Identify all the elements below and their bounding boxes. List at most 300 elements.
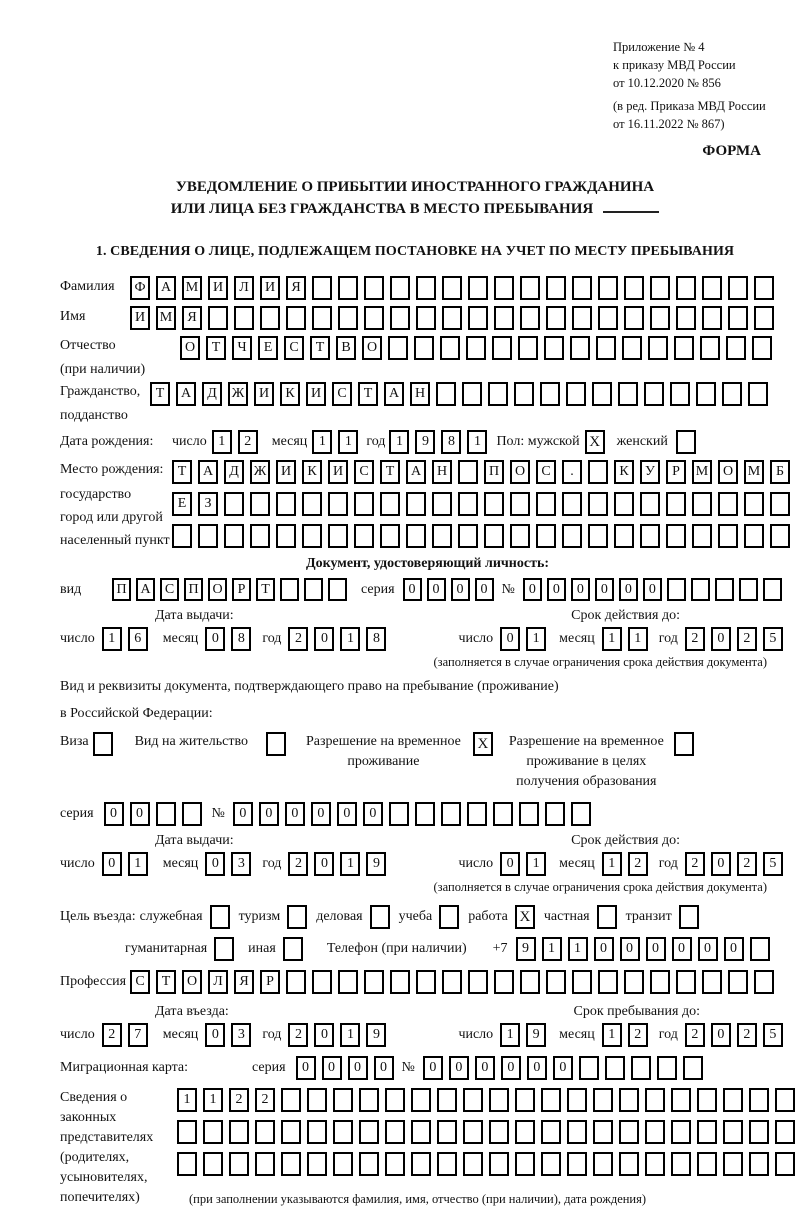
char-cell[interactable]: 0 xyxy=(348,1056,368,1080)
char-cell[interactable]: 0 xyxy=(427,578,446,601)
char-cell[interactable] xyxy=(645,1120,665,1144)
char-cell[interactable]: 9 xyxy=(366,1023,386,1047)
char-cell[interactable]: Е xyxy=(258,336,278,360)
char-cell[interactable]: 0 xyxy=(314,1023,334,1047)
char-cell[interactable] xyxy=(520,970,540,994)
char-cell[interactable] xyxy=(416,306,436,330)
char-cell[interactable] xyxy=(359,1152,379,1176)
char-cell[interactable]: 0 xyxy=(259,802,279,826)
char-cell[interactable] xyxy=(489,1152,509,1176)
char-cell[interactable] xyxy=(260,306,280,330)
char-cell[interactable] xyxy=(570,336,590,360)
char-cell[interactable] xyxy=(546,970,566,994)
char-cell[interactable]: 9 xyxy=(366,852,386,876)
char-cell[interactable] xyxy=(567,1152,587,1176)
char-cell[interactable]: 6 xyxy=(128,627,148,651)
char-cell[interactable]: И xyxy=(260,276,280,300)
char-cell[interactable]: Л xyxy=(208,970,228,994)
char-cell[interactable] xyxy=(307,1120,327,1144)
char-cell[interactable]: Т xyxy=(206,336,226,360)
char-cell[interactable]: 1 xyxy=(340,627,360,651)
char-cell[interactable] xyxy=(588,492,608,516)
char-cell[interactable] xyxy=(572,306,592,330)
char-cell[interactable]: Ф xyxy=(130,276,150,300)
char-cell[interactable]: 9 xyxy=(415,430,435,454)
char-cell[interactable]: 2 xyxy=(737,1023,757,1047)
char-cell[interactable]: 0 xyxy=(233,802,253,826)
char-cell[interactable] xyxy=(304,578,323,601)
char-cell[interactable] xyxy=(540,382,560,406)
char-cell[interactable] xyxy=(546,306,566,330)
char-cell[interactable]: 0 xyxy=(643,578,662,601)
char-cell[interactable]: 2 xyxy=(238,430,258,454)
char-cell[interactable] xyxy=(463,1088,483,1112)
char-cell[interactable]: П xyxy=(112,578,131,601)
char-cell[interactable] xyxy=(364,306,384,330)
char-cell[interactable] xyxy=(466,336,486,360)
char-cell[interactable]: 1 xyxy=(177,1088,197,1112)
char-cell[interactable] xyxy=(224,492,244,516)
char-cell[interactable]: 1 xyxy=(340,852,360,876)
char-cell[interactable]: И xyxy=(208,276,228,300)
char-cell[interactable]: 0 xyxy=(594,937,614,961)
char-cell[interactable] xyxy=(598,970,618,994)
char-cell[interactable] xyxy=(338,970,358,994)
char-cell[interactable]: В xyxy=(336,336,356,360)
char-cell[interactable] xyxy=(276,492,296,516)
char-cell[interactable] xyxy=(644,382,664,406)
char-cell[interactable] xyxy=(515,1088,535,1112)
char-cell[interactable] xyxy=(650,306,670,330)
char-cell[interactable]: 0 xyxy=(205,852,225,876)
char-cell[interactable] xyxy=(748,382,768,406)
char-cell[interactable] xyxy=(598,276,618,300)
char-cell[interactable] xyxy=(468,306,488,330)
char-cell[interactable] xyxy=(723,1152,743,1176)
char-cell[interactable] xyxy=(624,276,644,300)
char-cell[interactable]: 8 xyxy=(441,430,461,454)
char-cell[interactable] xyxy=(458,524,478,548)
char-cell[interactable] xyxy=(359,1088,379,1112)
char-cell[interactable]: О xyxy=(718,460,738,484)
char-cell[interactable] xyxy=(390,970,410,994)
char-cell[interactable] xyxy=(674,336,694,360)
char-cell[interactable]: А xyxy=(176,382,196,406)
purpose-other-checkbox[interactable] xyxy=(283,937,303,961)
char-cell[interactable] xyxy=(333,1152,353,1176)
char-cell[interactable]: 3 xyxy=(231,1023,251,1047)
char-cell[interactable] xyxy=(440,336,460,360)
char-cell[interactable]: К xyxy=(302,460,322,484)
char-cell[interactable] xyxy=(562,524,582,548)
char-cell[interactable]: 0 xyxy=(451,578,470,601)
char-cell[interactable] xyxy=(650,276,670,300)
char-cell[interactable] xyxy=(333,1120,353,1144)
char-cell[interactable] xyxy=(390,306,410,330)
char-cell[interactable] xyxy=(388,336,408,360)
char-cell[interactable] xyxy=(645,1152,665,1176)
char-cell[interactable]: Л xyxy=(234,276,254,300)
char-cell[interactable] xyxy=(385,1152,405,1176)
char-cell[interactable] xyxy=(614,492,634,516)
char-cell[interactable] xyxy=(312,970,332,994)
char-cell[interactable] xyxy=(510,492,530,516)
char-cell[interactable] xyxy=(286,970,306,994)
char-cell[interactable]: И xyxy=(276,460,296,484)
char-cell[interactable] xyxy=(676,970,696,994)
char-cell[interactable]: 0 xyxy=(205,627,225,651)
char-cell[interactable] xyxy=(203,1120,223,1144)
char-cell[interactable] xyxy=(536,524,556,548)
char-cell[interactable] xyxy=(493,802,513,826)
char-cell[interactable] xyxy=(312,306,332,330)
char-cell[interactable] xyxy=(484,492,504,516)
char-cell[interactable]: Т xyxy=(150,382,170,406)
char-cell[interactable] xyxy=(596,336,616,360)
char-cell[interactable]: И xyxy=(306,382,326,406)
purpose-private-checkbox[interactable] xyxy=(597,905,617,929)
char-cell[interactable] xyxy=(631,1056,651,1080)
char-cell[interactable]: 2 xyxy=(288,627,308,651)
char-cell[interactable]: 5 xyxy=(763,852,783,876)
char-cell[interactable]: А xyxy=(136,578,155,601)
char-cell[interactable] xyxy=(489,1120,509,1144)
char-cell[interactable] xyxy=(414,336,434,360)
char-cell[interactable] xyxy=(619,1120,639,1144)
char-cell[interactable] xyxy=(307,1152,327,1176)
char-cell[interactable] xyxy=(775,1088,795,1112)
char-cell[interactable] xyxy=(546,276,566,300)
char-cell[interactable]: С xyxy=(536,460,556,484)
char-cell[interactable]: 1 xyxy=(340,1023,360,1047)
char-cell[interactable] xyxy=(567,1120,587,1144)
char-cell[interactable] xyxy=(700,336,720,360)
char-cell[interactable] xyxy=(624,970,644,994)
char-cell[interactable] xyxy=(572,970,592,994)
char-cell[interactable]: 2 xyxy=(229,1088,249,1112)
char-cell[interactable] xyxy=(432,492,452,516)
char-cell[interactable]: О xyxy=(510,460,530,484)
char-cell[interactable]: 1 xyxy=(602,852,622,876)
char-cell[interactable] xyxy=(579,1056,599,1080)
char-cell[interactable]: Р xyxy=(232,578,251,601)
char-cell[interactable] xyxy=(541,1152,561,1176)
char-cell[interactable]: 0 xyxy=(523,578,542,601)
char-cell[interactable] xyxy=(619,1152,639,1176)
char-cell[interactable] xyxy=(692,492,712,516)
char-cell[interactable] xyxy=(494,970,514,994)
char-cell[interactable]: 0 xyxy=(423,1056,443,1080)
char-cell[interactable] xyxy=(697,1120,717,1144)
char-cell[interactable] xyxy=(182,802,202,826)
char-cell[interactable]: Т xyxy=(256,578,275,601)
char-cell[interactable] xyxy=(752,336,772,360)
char-cell[interactable] xyxy=(489,1088,509,1112)
char-cell[interactable]: 8 xyxy=(366,627,386,651)
char-cell[interactable]: О xyxy=(362,336,382,360)
char-cell[interactable] xyxy=(488,382,508,406)
char-cell[interactable]: 0 xyxy=(501,1056,521,1080)
char-cell[interactable]: С xyxy=(284,336,304,360)
char-cell[interactable] xyxy=(728,276,748,300)
char-cell[interactable]: О xyxy=(180,336,200,360)
char-cell[interactable]: У xyxy=(640,460,660,484)
char-cell[interactable] xyxy=(605,1056,625,1080)
char-cell[interactable] xyxy=(307,1088,327,1112)
char-cell[interactable]: 0 xyxy=(646,937,666,961)
char-cell[interactable] xyxy=(250,492,270,516)
char-cell[interactable]: М xyxy=(744,460,764,484)
char-cell[interactable] xyxy=(770,524,790,548)
char-cell[interactable] xyxy=(458,492,478,516)
char-cell[interactable] xyxy=(302,492,322,516)
char-cell[interactable] xyxy=(666,492,686,516)
char-cell[interactable] xyxy=(671,1120,691,1144)
char-cell[interactable]: 0 xyxy=(296,1056,316,1080)
char-cell[interactable] xyxy=(354,524,374,548)
temp-permit-checkbox[interactable]: X xyxy=(473,732,493,756)
char-cell[interactable] xyxy=(338,276,358,300)
sex-male-checkbox[interactable]: X xyxy=(585,430,605,454)
char-cell[interactable]: 2 xyxy=(628,1023,648,1047)
char-cell[interactable]: 0 xyxy=(500,852,520,876)
char-cell[interactable]: М xyxy=(156,306,176,330)
visa-checkbox[interactable] xyxy=(93,732,113,756)
char-cell[interactable]: И xyxy=(328,460,348,484)
char-cell[interactable] xyxy=(624,306,644,330)
purpose-humanitarian-checkbox[interactable] xyxy=(214,937,234,961)
char-cell[interactable]: С xyxy=(130,970,150,994)
char-cell[interactable] xyxy=(562,492,582,516)
char-cell[interactable] xyxy=(545,802,565,826)
char-cell[interactable]: Б xyxy=(770,460,790,484)
char-cell[interactable] xyxy=(177,1152,197,1176)
char-cell[interactable] xyxy=(744,492,764,516)
char-cell[interactable] xyxy=(754,276,774,300)
char-cell[interactable]: 1 xyxy=(602,627,622,651)
char-cell[interactable] xyxy=(364,970,384,994)
char-cell[interactable] xyxy=(354,492,374,516)
char-cell[interactable] xyxy=(255,1152,275,1176)
char-cell[interactable] xyxy=(744,524,764,548)
char-cell[interactable] xyxy=(775,1120,795,1144)
char-cell[interactable] xyxy=(338,306,358,330)
char-cell[interactable]: С xyxy=(354,460,374,484)
char-cell[interactable] xyxy=(676,306,696,330)
char-cell[interactable] xyxy=(312,276,332,300)
char-cell[interactable]: О xyxy=(182,970,202,994)
char-cell[interactable] xyxy=(541,1088,561,1112)
char-cell[interactable]: 0 xyxy=(130,802,150,826)
char-cell[interactable] xyxy=(281,1120,301,1144)
char-cell[interactable] xyxy=(484,524,504,548)
char-cell[interactable]: З xyxy=(198,492,218,516)
char-cell[interactable] xyxy=(229,1152,249,1176)
char-cell[interactable]: Я xyxy=(234,970,254,994)
char-cell[interactable]: Р xyxy=(666,460,686,484)
char-cell[interactable] xyxy=(718,492,738,516)
char-cell[interactable] xyxy=(640,524,660,548)
char-cell[interactable] xyxy=(775,1152,795,1176)
char-cell[interactable]: 0 xyxy=(311,802,331,826)
char-cell[interactable]: 0 xyxy=(374,1056,394,1080)
char-cell[interactable]: 1 xyxy=(568,937,588,961)
char-cell[interactable]: 1 xyxy=(602,1023,622,1047)
char-cell[interactable] xyxy=(692,524,712,548)
char-cell[interactable] xyxy=(702,276,722,300)
char-cell[interactable] xyxy=(437,1120,457,1144)
char-cell[interactable] xyxy=(518,336,538,360)
char-cell[interactable] xyxy=(437,1088,457,1112)
char-cell[interactable]: К xyxy=(280,382,300,406)
char-cell[interactable] xyxy=(198,524,218,548)
char-cell[interactable] xyxy=(380,524,400,548)
char-cell[interactable]: 0 xyxy=(711,1023,731,1047)
char-cell[interactable] xyxy=(697,1152,717,1176)
char-cell[interactable]: 0 xyxy=(500,627,520,651)
char-cell[interactable]: 1 xyxy=(526,852,546,876)
char-cell[interactable] xyxy=(281,1152,301,1176)
char-cell[interactable] xyxy=(614,524,634,548)
char-cell[interactable] xyxy=(571,802,591,826)
char-cell[interactable]: 0 xyxy=(711,852,731,876)
char-cell[interactable]: 1 xyxy=(389,430,409,454)
char-cell[interactable]: 0 xyxy=(724,937,744,961)
char-cell[interactable]: 1 xyxy=(212,430,232,454)
char-cell[interactable]: 5 xyxy=(763,627,783,651)
char-cell[interactable] xyxy=(702,970,722,994)
char-cell[interactable] xyxy=(406,524,426,548)
char-cell[interactable]: 0 xyxy=(104,802,124,826)
char-cell[interactable] xyxy=(208,306,228,330)
purpose-study-checkbox[interactable] xyxy=(439,905,459,929)
char-cell[interactable] xyxy=(276,524,296,548)
purpose-transit-checkbox[interactable] xyxy=(679,905,699,929)
char-cell[interactable]: Н xyxy=(432,460,452,484)
char-cell[interactable]: М xyxy=(692,460,712,484)
char-cell[interactable]: 9 xyxy=(526,1023,546,1047)
char-cell[interactable]: 1 xyxy=(338,430,358,454)
char-cell[interactable] xyxy=(666,524,686,548)
char-cell[interactable] xyxy=(715,578,734,601)
char-cell[interactable]: 8 xyxy=(231,627,251,651)
char-cell[interactable]: 1 xyxy=(542,937,562,961)
char-cell[interactable] xyxy=(411,1152,431,1176)
char-cell[interactable]: 0 xyxy=(553,1056,573,1080)
char-cell[interactable] xyxy=(723,1088,743,1112)
char-cell[interactable] xyxy=(691,578,710,601)
char-cell[interactable] xyxy=(203,1152,223,1176)
char-cell[interactable] xyxy=(544,336,564,360)
char-cell[interactable]: Т xyxy=(380,460,400,484)
char-cell[interactable] xyxy=(172,524,192,548)
char-cell[interactable] xyxy=(462,382,482,406)
char-cell[interactable]: А xyxy=(198,460,218,484)
char-cell[interactable]: 1 xyxy=(128,852,148,876)
char-cell[interactable]: 0 xyxy=(102,852,122,876)
char-cell[interactable] xyxy=(657,1056,677,1080)
char-cell[interactable] xyxy=(750,937,770,961)
char-cell[interactable]: 0 xyxy=(619,578,638,601)
char-cell[interactable]: 2 xyxy=(255,1088,275,1112)
char-cell[interactable] xyxy=(442,276,462,300)
char-cell[interactable] xyxy=(566,382,586,406)
char-cell[interactable]: 2 xyxy=(737,627,757,651)
char-cell[interactable]: С xyxy=(160,578,179,601)
char-cell[interactable] xyxy=(749,1152,769,1176)
char-cell[interactable]: Т xyxy=(310,336,330,360)
char-cell[interactable]: Ч xyxy=(232,336,252,360)
char-cell[interactable] xyxy=(572,276,592,300)
char-cell[interactable] xyxy=(618,382,638,406)
char-cell[interactable]: Д xyxy=(202,382,222,406)
char-cell[interactable]: А xyxy=(156,276,176,300)
char-cell[interactable]: 0 xyxy=(314,852,334,876)
char-cell[interactable] xyxy=(286,306,306,330)
purpose-official-checkbox[interactable] xyxy=(210,905,230,929)
char-cell[interactable]: И xyxy=(254,382,274,406)
char-cell[interactable] xyxy=(515,1120,535,1144)
char-cell[interactable] xyxy=(593,1152,613,1176)
char-cell[interactable]: Р xyxy=(260,970,280,994)
char-cell[interactable]: 5 xyxy=(763,1023,783,1047)
char-cell[interactable] xyxy=(468,276,488,300)
char-cell[interactable]: 2 xyxy=(628,852,648,876)
char-cell[interactable] xyxy=(593,1088,613,1112)
char-cell[interactable] xyxy=(380,492,400,516)
char-cell[interactable] xyxy=(763,578,782,601)
purpose-business-checkbox[interactable] xyxy=(370,905,390,929)
char-cell[interactable] xyxy=(520,276,540,300)
char-cell[interactable] xyxy=(726,336,746,360)
char-cell[interactable] xyxy=(697,1088,717,1112)
char-cell[interactable] xyxy=(492,336,512,360)
char-cell[interactable] xyxy=(437,1152,457,1176)
char-cell[interactable] xyxy=(718,524,738,548)
char-cell[interactable]: 2 xyxy=(288,1023,308,1047)
char-cell[interactable]: Т xyxy=(156,970,176,994)
char-cell[interactable] xyxy=(436,382,456,406)
char-cell[interactable] xyxy=(520,306,540,330)
char-cell[interactable] xyxy=(541,1120,561,1144)
char-cell[interactable] xyxy=(519,802,539,826)
char-cell[interactable] xyxy=(770,492,790,516)
char-cell[interactable] xyxy=(416,970,436,994)
char-cell[interactable]: Е xyxy=(172,492,192,516)
char-cell[interactable]: . xyxy=(562,460,582,484)
char-cell[interactable]: 0 xyxy=(595,578,614,601)
char-cell[interactable] xyxy=(592,382,612,406)
char-cell[interactable] xyxy=(598,306,618,330)
char-cell[interactable] xyxy=(670,382,690,406)
char-cell[interactable]: 9 xyxy=(516,937,536,961)
char-cell[interactable] xyxy=(722,382,742,406)
char-cell[interactable] xyxy=(468,970,488,994)
char-cell[interactable] xyxy=(728,970,748,994)
char-cell[interactable]: 0 xyxy=(314,627,334,651)
char-cell[interactable]: 1 xyxy=(526,627,546,651)
char-cell[interactable]: 0 xyxy=(337,802,357,826)
char-cell[interactable] xyxy=(671,1152,691,1176)
char-cell[interactable] xyxy=(224,524,244,548)
char-cell[interactable] xyxy=(567,1088,587,1112)
char-cell[interactable]: 0 xyxy=(672,937,692,961)
char-cell[interactable]: Я xyxy=(182,306,202,330)
char-cell[interactable]: 2 xyxy=(685,852,705,876)
char-cell[interactable]: 0 xyxy=(711,627,731,651)
char-cell[interactable] xyxy=(676,276,696,300)
char-cell[interactable] xyxy=(593,1120,613,1144)
